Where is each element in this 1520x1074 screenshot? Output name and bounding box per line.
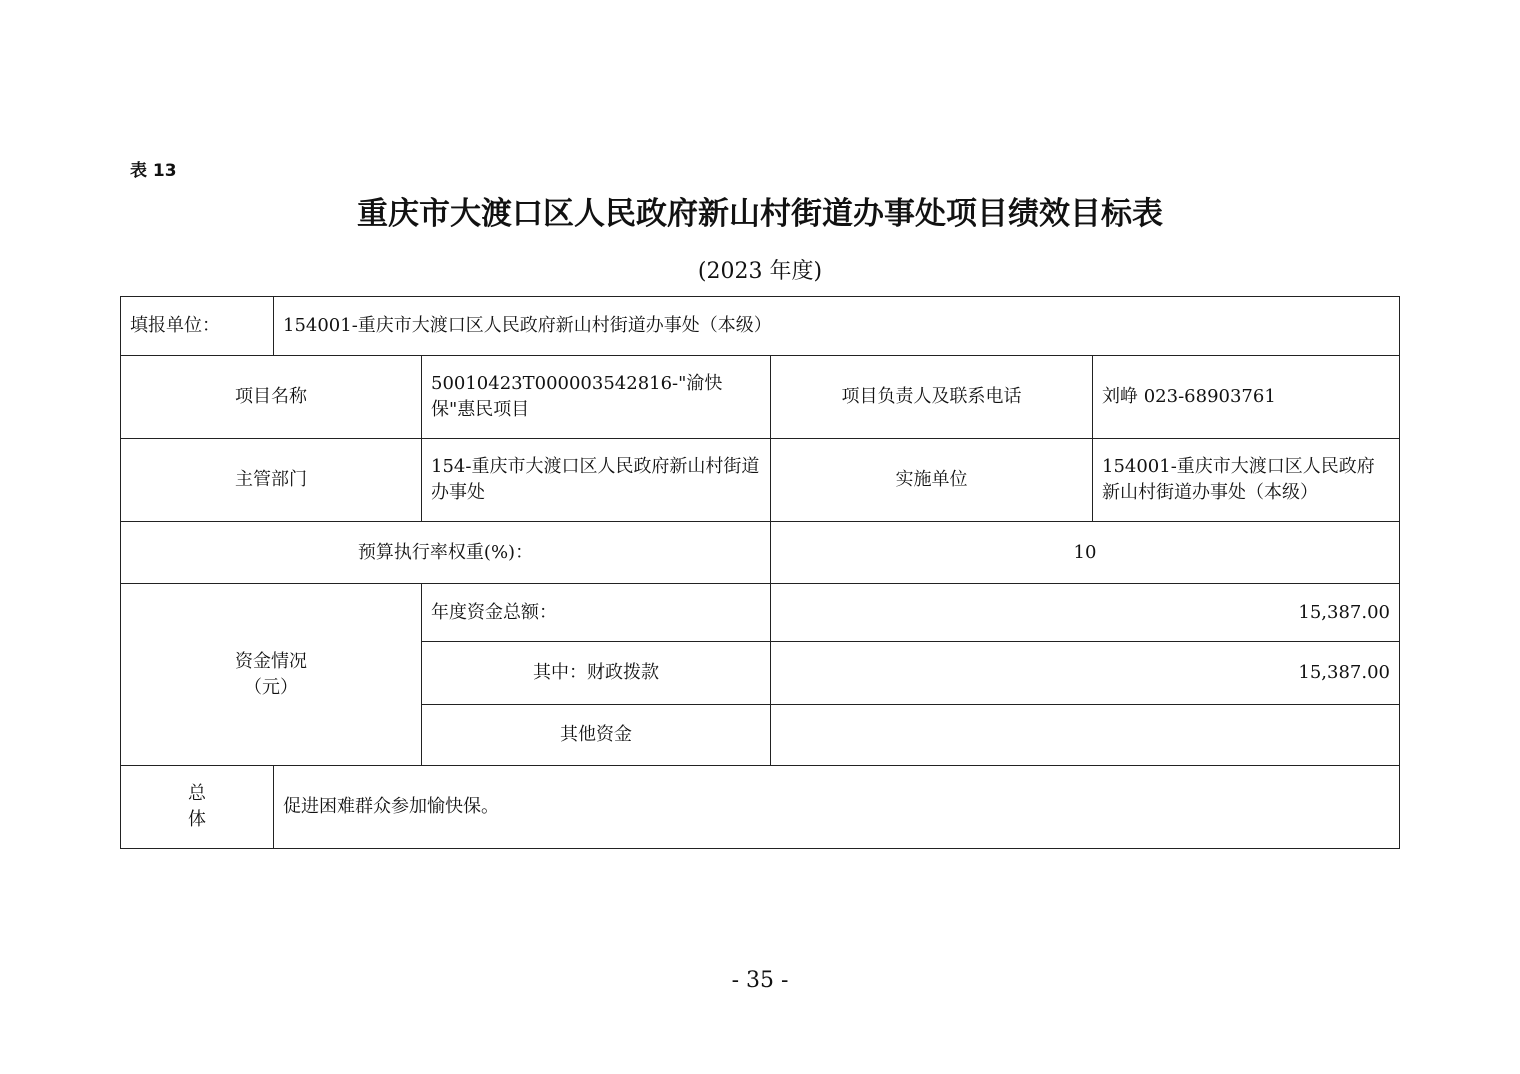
document-title: 重庆市大渡口区人民政府新山村街道办事处项目绩效目标表 xyxy=(357,196,1163,232)
overall-value: 促进困难群众参加愉快保。 xyxy=(283,796,499,817)
unit-value: 154001-重庆市大渡口区人民政府新山村街道办事处（本级） xyxy=(283,315,772,336)
annual-total-label: 年度资金总额： xyxy=(431,601,557,623)
overall-label-cell xyxy=(121,766,274,848)
project-name-label-cell xyxy=(121,356,422,439)
budget-weight-value: 10 xyxy=(1073,541,1097,563)
funds-label: 资金情况 xyxy=(235,650,307,672)
page-number: - 35 - xyxy=(731,968,789,993)
dept-value: 154-重庆市大渡口区人民政府新山村街道办事处 xyxy=(431,456,760,503)
project-name-value-cell xyxy=(422,356,771,439)
fiscal-label: 其中：财政拨款 xyxy=(533,662,659,683)
impl-value-cell xyxy=(1093,439,1399,522)
dept-label: 主管部门 xyxy=(235,469,307,490)
leader-value-cell xyxy=(1093,356,1399,439)
overall-label-line2: 体 xyxy=(188,809,206,830)
overall-label-line1: 总 xyxy=(188,783,206,804)
budget-weight-label: 预算执行率权重(%)： xyxy=(357,541,534,563)
table-number-label: 表 13 xyxy=(130,161,177,181)
funds-unit: （元） xyxy=(244,676,298,698)
leader-label: 项目负责人及联系电话 xyxy=(841,386,1022,407)
fiscal-value-cell xyxy=(771,642,1399,705)
dept-label-cell xyxy=(121,439,422,522)
annual-total-value-cell xyxy=(771,584,1399,642)
unit-value-cell xyxy=(274,297,1399,356)
performance-target-table xyxy=(120,296,1400,849)
other-funds-label: 其他资金 xyxy=(560,724,632,745)
project-name-label: 项目名称 xyxy=(235,386,307,407)
document-subtitle: (2023 年度) xyxy=(697,259,823,284)
funds-label-cell xyxy=(121,584,422,766)
overall-value-cell xyxy=(274,766,1399,848)
dept-value-cell xyxy=(422,439,771,522)
impl-label-cell xyxy=(771,439,1093,522)
leader-label-cell xyxy=(771,356,1093,439)
unit-label-cell xyxy=(121,297,274,356)
other-funds-label-cell xyxy=(422,705,771,766)
annual-total-label-cell xyxy=(422,584,771,642)
fiscal-label-cell xyxy=(422,642,771,705)
annual-total-value: 15,387.00 xyxy=(1298,601,1390,623)
budget-weight-value-cell xyxy=(771,522,1399,584)
fiscal-value: 15,387.00 xyxy=(1298,662,1390,683)
impl-label: 实施单位 xyxy=(895,469,968,490)
unit-label: 填报单位： xyxy=(130,315,220,336)
budget-weight-label-cell xyxy=(121,522,771,584)
leader-value: 刘峥 023-68903761 xyxy=(1102,386,1276,407)
impl-value: 154001-重庆市大渡口区人民政府新山村街道办事处（本级） xyxy=(1102,456,1375,503)
other-funds-value-cell xyxy=(771,705,1399,766)
project-name-value: 50010423T000003542816-"渝快保"惠民项目 xyxy=(431,373,723,420)
